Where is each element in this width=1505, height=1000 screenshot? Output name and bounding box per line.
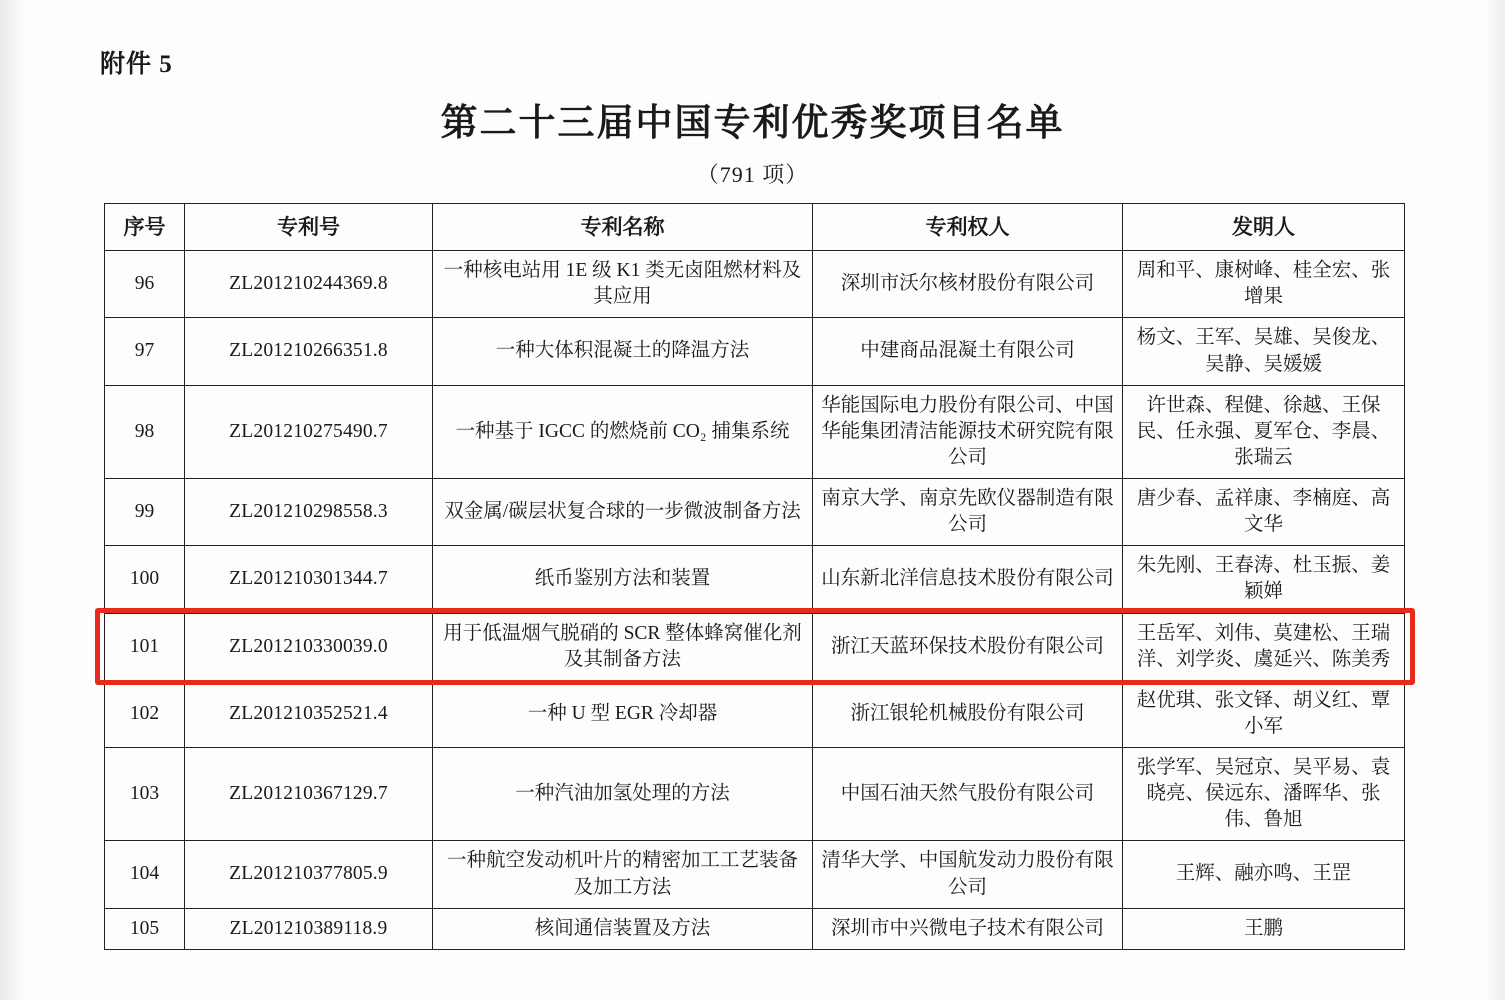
column-header-inventor: 发明人	[1123, 204, 1405, 251]
cell-seq: 105	[105, 908, 185, 949]
cell-seq: 102	[105, 680, 185, 747]
cell-owner: 中建商品混凝土有限公司	[813, 318, 1123, 385]
cell-inventor: 王岳军、刘伟、莫建松、王瑞洋、刘学炎、虞延兴、陈美秀	[1123, 613, 1405, 680]
cell-patent-name: 一种基于 IGCC 的燃烧前 CO₂ 捕集系统	[433, 385, 813, 478]
table-row-highlighted	[105, 613, 1405, 680]
cell-seq: 103	[105, 748, 185, 841]
column-header-seq: 序号	[105, 204, 185, 251]
cell-patent-no: ZL201210330039.0	[185, 613, 433, 680]
cell-patent-no: ZL201210367129.7	[185, 748, 433, 841]
cell-owner: 深圳市中兴微电子技术有限公司	[813, 908, 1123, 949]
cell-owner: 中国石油天然气股份有限公司	[813, 748, 1123, 841]
table-row	[105, 385, 1405, 478]
table-row	[105, 251, 1405, 318]
cell-seq: 97	[105, 318, 185, 385]
cell-patent-no: ZL201210301344.7	[185, 546, 433, 613]
cell-patent-name: 双金属/碳层状复合球的一步微波制备方法	[433, 479, 813, 546]
cell-owner: 清华大学、中国航发动力股份有限公司	[813, 841, 1123, 908]
cell-inventor: 张学军、吴冠京、吴平易、袁晓亮、侯远东、潘晖华、张伟、鲁旭	[1123, 748, 1405, 841]
table-row	[105, 546, 1405, 613]
cell-seq: 96	[105, 251, 185, 318]
table-header	[105, 204, 1405, 251]
column-header-owner: 专利权人	[813, 204, 1123, 251]
page-subtitle: （791 项）	[696, 162, 809, 187]
cell-inventor: 唐少春、孟祥康、李楠庭、高文华	[1123, 479, 1405, 546]
cell-seq: 99	[105, 479, 185, 546]
cell-inventor: 许世森、程健、徐越、王保民、任永强、夏军仓、李晨、张瑞云	[1123, 385, 1405, 478]
table-header-row	[105, 204, 1405, 251]
cell-patent-name: 一种航空发动机叶片的精密加工工艺装备及加工方法	[433, 841, 813, 908]
table-row	[105, 748, 1405, 841]
cell-seq: 101	[105, 613, 185, 680]
cell-inventor: 周和平、康树峰、桂全宏、张增果	[1123, 251, 1405, 318]
table-row	[105, 841, 1405, 908]
cell-inventor: 王鹏	[1123, 908, 1405, 949]
cell-patent-name: 纸币鉴别方法和装置	[433, 546, 813, 613]
cell-owner: 浙江天蓝环保技术股份有限公司	[813, 613, 1123, 680]
cell-patent-no: ZL201210266351.8	[185, 318, 433, 385]
cell-patent-name: 核间通信装置及方法	[433, 908, 813, 949]
table-row	[105, 479, 1405, 546]
cell-inventor: 杨文、王军、吴雄、吴俊龙、吴静、吴媛媛	[1123, 318, 1405, 385]
attachment-label: 附件 5	[100, 51, 173, 78]
cell-patent-no: ZL201210275490.7	[185, 385, 433, 478]
cell-inventor: 朱先刚、王春涛、杜玉振、姜颖婵	[1123, 546, 1405, 613]
cell-owner: 深圳市沃尔核材股份有限公司	[813, 251, 1123, 318]
cell-seq: 98	[105, 385, 185, 478]
cell-patent-no: ZL201210377805.9	[185, 841, 433, 908]
cell-inventor: 王辉、融亦鸣、王罡	[1123, 841, 1405, 908]
page-title: 第二十三届中国专利优秀奖项目名单	[440, 103, 1065, 144]
cell-seq: 104	[105, 841, 185, 908]
cell-patent-name: 一种汽油加氢处理的方法	[433, 748, 813, 841]
cell-inventor: 赵优琪、张文铎、胡义红、覃小军	[1123, 680, 1405, 747]
cell-patent-name: 一种 U 型 EGR 冷却器	[433, 680, 813, 747]
cell-owner: 浙江银轮机械股份有限公司	[813, 680, 1123, 747]
column-header-patent-name: 专利名称	[433, 204, 813, 251]
cell-patent-name: 一种核电站用 1E 级 K1 类无卤阻燃材料及其应用	[433, 251, 813, 318]
cell-patent-no: ZL201210389118.9	[185, 908, 433, 949]
table-row	[105, 318, 1405, 385]
cell-patent-no: ZL201210298558.3	[185, 479, 433, 546]
patent-table-container	[104, 203, 1404, 950]
page-right-edge-shadow	[1485, 0, 1505, 1000]
cell-patent-name: 用于低温烟气脱硝的 SCR 整体蜂窝催化剂及其制备方法	[433, 613, 813, 680]
patent-table	[104, 203, 1405, 950]
cell-seq: 100	[105, 546, 185, 613]
cell-patent-no: ZL201210244369.8	[185, 251, 433, 318]
cell-owner: 南京大学、南京先欧仪器制造有限公司	[813, 479, 1123, 546]
cell-owner: 山东新北洋信息技术股份有限公司	[813, 546, 1123, 613]
cell-owner: 华能国际电力股份有限公司、中国华能集团清洁能源技术研究院有限公司	[813, 385, 1123, 478]
table-row	[105, 680, 1405, 747]
table-body	[105, 251, 1405, 950]
cell-patent-name: 一种大体积混凝土的降温方法	[433, 318, 813, 385]
table-row	[105, 908, 1405, 949]
cell-patent-no: ZL201210352521.4	[185, 680, 433, 747]
page-left-edge-shadow	[0, 0, 26, 1000]
column-header-patent-no: 专利号	[185, 204, 433, 251]
